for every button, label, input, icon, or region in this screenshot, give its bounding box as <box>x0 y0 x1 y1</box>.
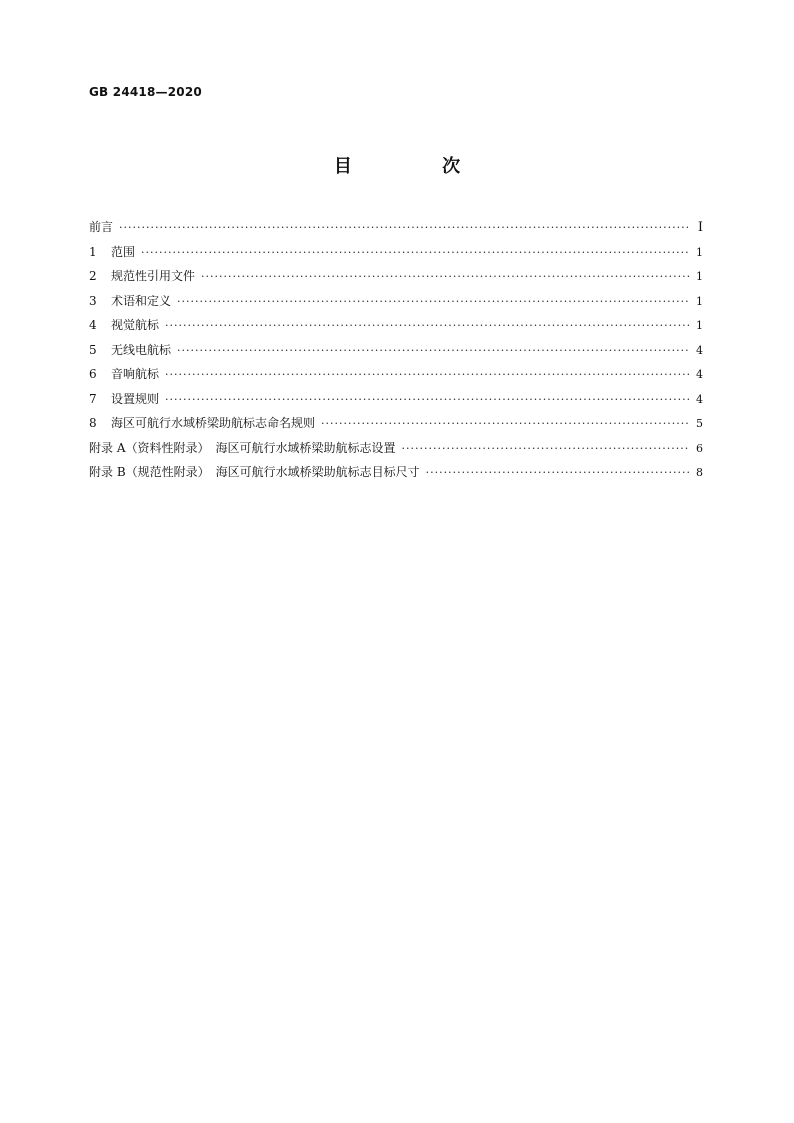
toc-entry-number: 1 <box>89 244 97 259</box>
toc-entry-label <box>89 266 195 286</box>
toc-entry-title: 视觉航标 <box>111 318 160 332</box>
toc-entry-7[interactable] <box>89 389 703 414</box>
toc-page-number: 8 <box>696 466 703 479</box>
toc-page-number: 1 <box>696 245 703 259</box>
document-code: GB 24418—2020 <box>89 85 202 99</box>
toc-entry-title: 范围 <box>111 244 136 259</box>
toc-dot-leader <box>201 267 690 287</box>
toc-entry-label: 附录 B（规范性附录） 海区可航行水域桥梁助航标志目标尺寸 <box>89 465 420 479</box>
toc-page-number: 1 <box>696 294 703 308</box>
toc-page-number: Ⅰ <box>697 220 703 235</box>
toc-entry-8[interactable] <box>89 413 703 438</box>
toc-dot-leader <box>165 365 690 385</box>
toc-entry-number: 8 <box>89 416 97 430</box>
toc-entry-label <box>89 364 159 384</box>
toc-dot-leader <box>401 439 690 459</box>
toc-entry-1[interactable] <box>89 242 703 267</box>
toc-entry-label <box>89 413 315 433</box>
toc-entry-appendix-a[interactable] <box>89 438 703 463</box>
toc-dot-leader <box>321 414 690 434</box>
toc-entry-label <box>89 291 171 311</box>
toc-entry-label <box>89 340 171 360</box>
toc-page-number: 4 <box>696 368 703 381</box>
toc-page-number: 4 <box>696 392 703 406</box>
toc-entry-appendix-b[interactable] <box>89 462 703 487</box>
toc-entry-title: 无线电航标 <box>111 342 172 357</box>
toc-page-number: 5 <box>696 417 703 430</box>
toc-entry-title: 海区可航行水域桥梁助航标志命名规则 <box>111 416 316 430</box>
toc-entry-number: 5 <box>89 342 97 357</box>
toc-dot-leader <box>141 243 690 263</box>
toc-entry-label: 前言 <box>89 220 114 234</box>
toc-entry-3[interactable] <box>89 291 703 316</box>
toc-dot-leader <box>165 316 690 336</box>
toc-dot-leader <box>119 218 691 238</box>
table-of-contents <box>89 217 703 487</box>
toc-page-number: 1 <box>696 270 703 283</box>
toc-entry-label <box>89 315 159 335</box>
toc-entry-number: 4 <box>89 318 97 332</box>
toc-dot-leader <box>177 292 690 312</box>
toc-entry-label <box>89 389 159 409</box>
toc-entry-number: 3 <box>89 293 97 308</box>
toc-page-number: 6 <box>696 441 703 455</box>
toc-entry-title: 音响航标 <box>111 367 160 381</box>
toc-entry-5[interactable] <box>89 340 703 365</box>
toc-entry-4[interactable] <box>89 315 703 340</box>
toc-entry-foreword[interactable] <box>89 217 703 242</box>
toc-dot-leader <box>165 390 690 410</box>
toc-entry-title: 规范性引用文件 <box>111 269 196 283</box>
toc-page-number: 1 <box>696 319 703 332</box>
toc-entry-title: 术语和定义 <box>111 293 172 308</box>
page-title: 目 次 <box>333 156 503 177</box>
toc-entry-title: 设置规则 <box>111 391 160 406</box>
toc-dot-leader <box>177 341 690 361</box>
toc-entry-2[interactable] <box>89 266 703 291</box>
toc-dot-leader <box>426 463 690 483</box>
toc-entry-6[interactable] <box>89 364 703 389</box>
toc-entry-label <box>89 242 135 262</box>
toc-entry-number: 7 <box>89 391 97 406</box>
toc-page-number: 4 <box>696 343 703 357</box>
toc-entry-label: 附录 A（资料性附录） 海区可航行水域桥梁助航标志设置 <box>89 440 396 455</box>
toc-entry-number: 2 <box>89 269 97 283</box>
toc-entry-number: 6 <box>89 367 97 381</box>
